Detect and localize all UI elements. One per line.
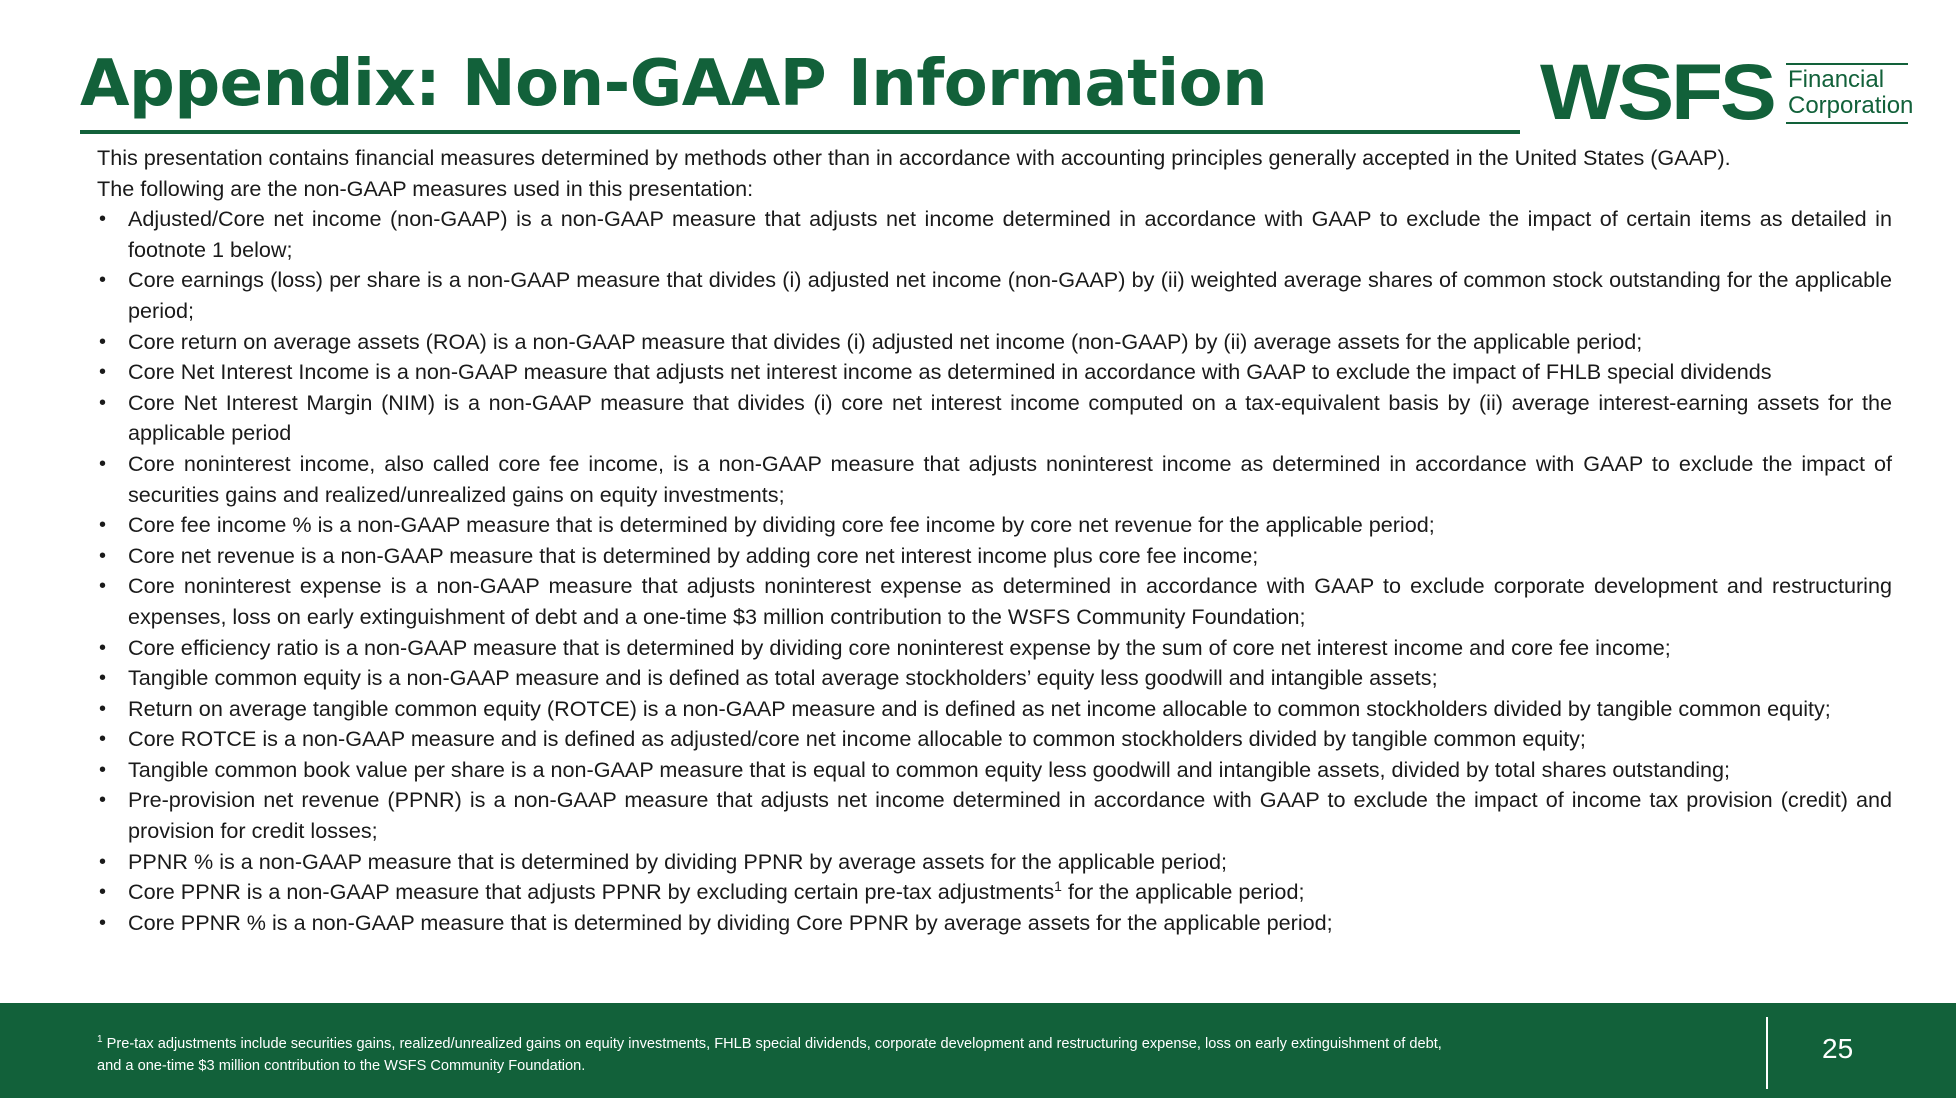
bullet-icon: • bbox=[99, 911, 107, 934]
list-item-text: Core earnings (loss) per share is a non-GAAP measure that divides (i) adjusted net income (non-GAAP) by (ii) weighted average shares of common stock outstanding for the applicable period; bbox=[128, 267, 1892, 323]
bullet-icon: • bbox=[99, 850, 107, 873]
list-item bbox=[97, 694, 1892, 725]
footnote-marker: 1 bbox=[97, 1034, 103, 1045]
list-item-text: Tangible common book value per share is a non-GAAP measure that is equal to common equity less goodwill and intangible assets, divided by total shares outstanding; bbox=[128, 756, 1731, 782]
footnote-line-1: Pre-tax adjustments include securities gains, realized/unrealized gains on equity investments, FHLB special dividends, corporate development and restructuring expense, loss on early extinguishment of debt, bbox=[102, 1035, 1442, 1052]
bullet-icon: • bbox=[99, 452, 107, 475]
bullet-icon: • bbox=[99, 667, 107, 690]
footnote bbox=[97, 1029, 1667, 1077]
bullet-icon: • bbox=[99, 636, 107, 659]
bullet-icon: • bbox=[99, 881, 107, 904]
footnote-reference: 1 bbox=[1054, 878, 1062, 895]
list-item bbox=[97, 449, 1892, 510]
logo-rule-top bbox=[1786, 63, 1908, 65]
list-item-text: Tangible common equity is a non-GAAP measure and is defined as total average stockholders’ equity less goodwill and intangible assets; bbox=[128, 665, 1438, 691]
list-item bbox=[97, 388, 1892, 449]
list-item bbox=[97, 204, 1892, 265]
list-item bbox=[97, 724, 1892, 755]
body-text bbox=[97, 143, 1892, 938]
list-item bbox=[97, 541, 1892, 572]
list-item bbox=[97, 663, 1892, 694]
bullet-icon: • bbox=[99, 361, 107, 384]
bullet-icon: • bbox=[99, 514, 107, 537]
footer-bar bbox=[0, 1003, 1956, 1098]
list-item-text: Core PPNR % is a non-GAAP measure that is determined by dividing Core PPNR by average assets for the applicable period; bbox=[128, 909, 1333, 935]
bullet-icon: • bbox=[99, 575, 107, 598]
list-item bbox=[97, 633, 1892, 664]
footer-divider bbox=[1766, 1017, 1768, 1089]
list-item bbox=[97, 785, 1892, 846]
list-item bbox=[97, 755, 1892, 786]
list-item-text: Core Net Interest Margin (NIM) is a non-GAAP measure that divides (i) core net interest income computed on a tax-equivalent basis by (ii) average interest-earning assets for the applicable period bbox=[128, 389, 1892, 446]
list-item bbox=[97, 847, 1892, 878]
logo-text-financial: Financial bbox=[1788, 66, 1885, 93]
bullet-icon: • bbox=[99, 544, 107, 567]
list-item-text: Return on average tangible common equity (ROTCE) is a non-GAAP measure and is defined as net income allocable to common stockholders divided by tangible common equity; bbox=[128, 695, 1831, 721]
list-item-text-before: Core PPNR is a non-GAAP measure that adjusts PPNR by excluding certain pre-tax adjustments bbox=[128, 879, 1055, 905]
intro-line-2: The following are the non-GAAP measures used in this presentation: bbox=[97, 175, 754, 201]
title-underline bbox=[80, 130, 1520, 134]
list-item bbox=[97, 877, 1892, 908]
intro-line-1: This presentation contains financial measures determined by methods other than in accordance with accounting principles generally accepted in the United States (GAAP). bbox=[97, 145, 1731, 170]
list-item bbox=[97, 908, 1892, 939]
bullet-icon: • bbox=[99, 789, 107, 812]
list-item-text: Core efficiency ratio is a non-GAAP measure that is determined by dividing core noninterest expense by the sum of core net interest income and core fee income; bbox=[128, 634, 1671, 660]
logo-text-corporation: Corporation bbox=[1788, 92, 1914, 119]
list-item bbox=[97, 510, 1892, 541]
page-title: Appendix: Non-GAAP Information bbox=[80, 47, 1268, 121]
list-item-text: Core fee income % is a non-GAAP measure that is determined by dividing core fee income by core net revenue for the applicable period; bbox=[128, 512, 1435, 538]
measure-list bbox=[97, 204, 1892, 938]
wsfs-logo bbox=[1540, 47, 1914, 136]
list-item-text-after: for the applicable period; bbox=[1061, 879, 1305, 905]
footnote-line-2: and a one-time $3 million contribution to the WSFS Community Foundation. bbox=[97, 1057, 586, 1074]
list-item-text: Core ROTCE is a non-GAAP measure and is defined as adjusted/core net income allocable to common stockholders divided by tangible common equity; bbox=[128, 726, 1586, 752]
bullet-icon: • bbox=[99, 728, 107, 751]
list-item-text: Pre-provision net revenue (PPNR) is a non-GAAP measure that adjusts net income determined in accordance with GAAP to exclude the impact of income tax provision (credit) and provision for credit losses; bbox=[128, 787, 1892, 844]
bullet-icon: • bbox=[99, 758, 107, 781]
page-number: 25 bbox=[1822, 1033, 1854, 1064]
bullet-icon: • bbox=[99, 208, 107, 231]
list-item-text: Core Net Interest Income is a non-GAAP measure that adjusts net interest income as determined in accordance with GAAP to exclude the impact of FHLB special dividends bbox=[128, 359, 1772, 385]
bullet-icon: • bbox=[99, 697, 107, 720]
list-item-text: PPNR % is a non-GAAP measure that is determined by dividing PPNR by average assets for the applicable period; bbox=[128, 848, 1228, 874]
list-item-text: Core net revenue is a non-GAAP measure that is determined by adding core net interest income plus core fee income; bbox=[128, 542, 1259, 568]
list-item-text: Adjusted/Core net income (non-GAAP) is a non-GAAP measure that adjusts net income determined in accordance with GAAP to exclude the impact of certain items as detailed in footnote 1 below; bbox=[128, 206, 1892, 262]
list-item-text: Core noninterest income, also called core fee income, is a non-GAAP measure that adjusts noninterest income as determined in accordance with GAAP to exclude the impact of securities gains and realized/unrealized gains on equity investments; bbox=[128, 450, 1892, 507]
list-item-text: Core return on average assets (ROA) is a non-GAAP measure that divides (i) adjusted net income (non-GAAP) by (ii) average assets for the applicable period; bbox=[128, 328, 1643, 354]
logo-rule-bottom bbox=[1786, 122, 1908, 124]
logo-wordmark: WSFS bbox=[1540, 47, 1774, 136]
bullet-icon: • bbox=[99, 269, 107, 292]
list-item bbox=[97, 327, 1892, 358]
list-item bbox=[97, 265, 1892, 326]
list-item bbox=[97, 357, 1892, 388]
bullet-icon: • bbox=[99, 330, 107, 353]
list-item bbox=[97, 571, 1892, 632]
bullet-icon: • bbox=[99, 391, 107, 414]
list-item-text: Core noninterest expense is a non-GAAP measure that adjusts noninterest expense as determined in accordance with GAAP to exclude corporate development and restructuring expenses, loss on early extinguishment of debt and a one-time $3 million contribution to the WSFS Community Foundation; bbox=[128, 573, 1892, 629]
